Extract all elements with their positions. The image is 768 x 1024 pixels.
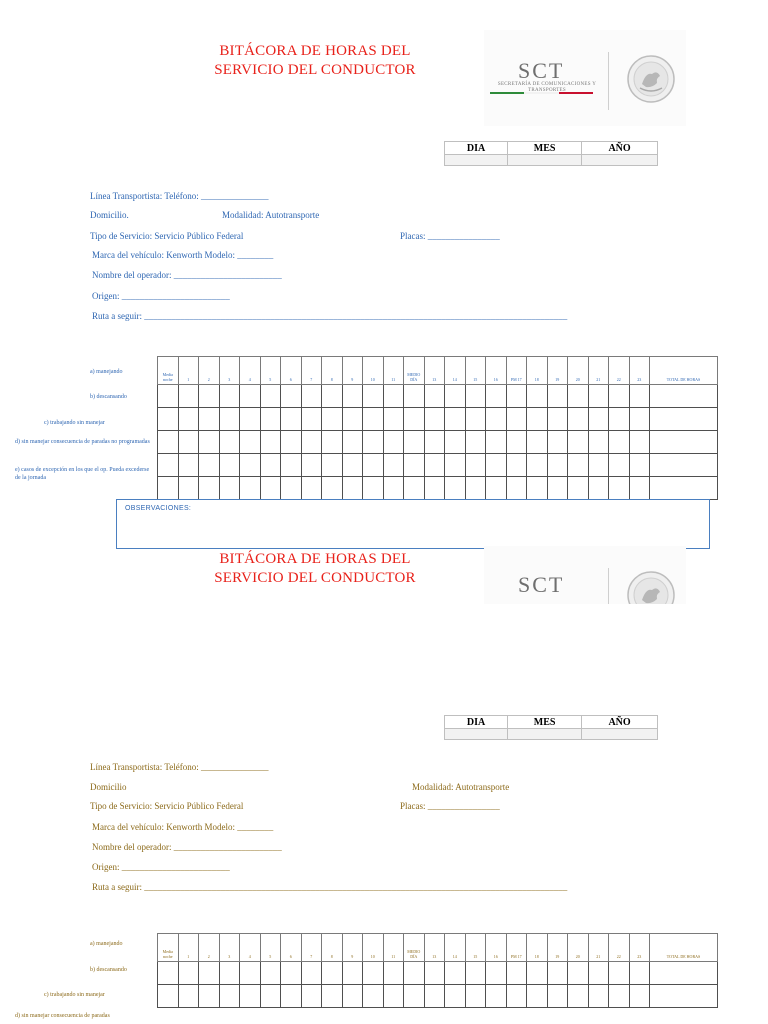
hour-cell[interactable] — [568, 385, 589, 408]
hour-cell[interactable] — [424, 385, 445, 408]
marca-vehiculo-field[interactable]: Marca del vehículo: Kenworth Modelo: ________ — [92, 250, 274, 260]
modalidad-field: Modalidad: Autotransporte — [412, 782, 510, 792]
hour-header-cell: 11 — [383, 934, 404, 962]
tipo-servicio-field: Tipo de Servicio: Servicio Público Federal — [90, 231, 244, 241]
activity-label: a) manejando — [90, 941, 123, 947]
hour-header-cell: 1 — [178, 357, 199, 385]
ruta-field[interactable]: Ruta a seguir: ______________________________________________________________________________________________ — [92, 882, 568, 892]
hour-cell[interactable] — [445, 454, 466, 477]
hour-cell[interactable] — [301, 985, 322, 1008]
hour-header-cell: 20 — [568, 357, 589, 385]
hour-cell[interactable] — [486, 431, 507, 454]
hour-cell[interactable] — [260, 385, 281, 408]
title-line-1: BITÁCORA DE HORAS DEL — [219, 43, 411, 59]
activity-row — [158, 454, 718, 477]
mes-header: MES — [508, 142, 582, 155]
hour-cell[interactable] — [383, 454, 404, 477]
hour-cell[interactable] — [158, 454, 179, 477]
total-hours-header: TOTAL DE HORAS — [650, 357, 718, 385]
hour-cell[interactable] — [465, 962, 486, 985]
hour-cell[interactable] — [240, 962, 261, 985]
hour-cell[interactable] — [465, 477, 486, 500]
activity-row — [158, 408, 718, 431]
placas-field[interactable]: Placas: ________________ — [400, 231, 500, 241]
hour-cell[interactable] — [629, 385, 650, 408]
hour-cell[interactable] — [342, 385, 363, 408]
hour-cell[interactable] — [199, 962, 220, 985]
hour-cell[interactable] — [301, 477, 322, 500]
hour-cell[interactable] — [301, 962, 322, 985]
hour-cell[interactable] — [219, 385, 240, 408]
hour-header-cell: 15 — [465, 934, 486, 962]
nombre-operador-field[interactable]: Nombre del operador: ________________________ — [92, 270, 282, 280]
hour-cell[interactable] — [568, 431, 589, 454]
hour-cell[interactable] — [281, 962, 302, 985]
hour-cell[interactable] — [240, 454, 261, 477]
hour-cell[interactable] — [322, 962, 343, 985]
hour-cell[interactable] — [240, 985, 261, 1008]
hour-header-cell: 15 — [465, 357, 486, 385]
observaciones-label: OBSERVACIONES: — [125, 505, 192, 512]
hour-cell[interactable] — [609, 985, 630, 1008]
hour-cell[interactable] — [281, 408, 302, 431]
hour-cell[interactable] — [178, 431, 199, 454]
hour-cell[interactable] — [383, 962, 404, 985]
hour-cell[interactable] — [445, 477, 466, 500]
hour-cell[interactable] — [363, 477, 384, 500]
dia-header: DIA — [445, 142, 508, 155]
total-hours-cell[interactable] — [650, 408, 718, 431]
activity-label: e) casos de excepción en los que el op. Pueda excederse de la jornada — [15, 467, 150, 481]
hour-cell[interactable] — [240, 431, 261, 454]
hour-cell[interactable] — [609, 431, 630, 454]
hour-cell[interactable] — [547, 408, 568, 431]
hour-header-cell: 9 — [342, 357, 363, 385]
activity-row — [158, 431, 718, 454]
hour-header-cell: 21 — [588, 934, 609, 962]
hour-cell[interactable] — [445, 962, 466, 985]
hour-cell[interactable] — [219, 408, 240, 431]
hour-header-cell: 8 — [322, 357, 343, 385]
hour-cell[interactable] — [404, 385, 425, 408]
hour-cell[interactable] — [260, 985, 281, 1008]
hour-cell[interactable] — [178, 454, 199, 477]
hour-header-cell: Media noche — [158, 357, 179, 385]
hour-header-cell: MEDIO DÍA — [404, 357, 425, 385]
hour-cell[interactable] — [588, 454, 609, 477]
mexican-coat-of-arms-icon — [626, 54, 676, 104]
anio-header: AÑO — [582, 716, 658, 729]
hour-cell[interactable] — [383, 985, 404, 1008]
hour-cell[interactable] — [301, 431, 322, 454]
hour-cell[interactable] — [178, 408, 199, 431]
hour-cell[interactable] — [322, 454, 343, 477]
logo-divider — [608, 52, 609, 110]
hour-cell[interactable] — [609, 477, 630, 500]
hour-cell[interactable] — [219, 431, 240, 454]
date-table — [444, 141, 658, 166]
hour-cell[interactable] — [363, 385, 384, 408]
hour-cell[interactable] — [404, 477, 425, 500]
hour-cell[interactable] — [527, 962, 548, 985]
hour-cell[interactable] — [486, 454, 507, 477]
hour-header-cell: 23 — [629, 934, 650, 962]
hour-cell[interactable] — [219, 454, 240, 477]
hour-header-cell: 14 — [445, 357, 466, 385]
hour-cell[interactable] — [281, 477, 302, 500]
hour-cell[interactable] — [568, 962, 589, 985]
hour-cell[interactable] — [404, 431, 425, 454]
hour-cell[interactable] — [527, 408, 548, 431]
anio-header: AÑO — [582, 142, 658, 155]
hour-header-cell: 20 — [568, 934, 589, 962]
hour-cell[interactable] — [486, 962, 507, 985]
hour-cell[interactable] — [322, 408, 343, 431]
hour-cell[interactable] — [506, 985, 527, 1008]
domicilio-field[interactable]: Domicilio — [90, 782, 127, 792]
dia-cell[interactable] — [445, 155, 508, 166]
hour-header-cell: 8 — [322, 934, 343, 962]
hour-header-cell: 16 — [486, 934, 507, 962]
activity-row — [158, 477, 718, 500]
hour-cell[interactable] — [588, 408, 609, 431]
hour-cell[interactable] — [506, 431, 527, 454]
hour-cell[interactable] — [199, 454, 220, 477]
activity-label: b) descansando — [90, 394, 127, 400]
hour-cell[interactable] — [547, 477, 568, 500]
hour-cell[interactable] — [383, 431, 404, 454]
hour-cell[interactable] — [424, 985, 445, 1008]
hour-cell[interactable] — [383, 408, 404, 431]
hour-cell[interactable] — [322, 477, 343, 500]
hour-cell[interactable] — [158, 962, 179, 985]
hour-cell[interactable] — [629, 431, 650, 454]
hour-header-cell: 16 — [486, 357, 507, 385]
hour-cell[interactable] — [240, 477, 261, 500]
hour-cell[interactable] — [342, 962, 363, 985]
total-hours-cell[interactable] — [650, 962, 718, 985]
hour-cell[interactable] — [465, 454, 486, 477]
hour-cell[interactable] — [547, 431, 568, 454]
domicilio-field[interactable]: Domicilio. — [90, 210, 129, 220]
hour-cell[interactable] — [240, 408, 261, 431]
total-hours-cell[interactable] — [650, 454, 718, 477]
placas-field[interactable]: Placas: ________________ — [400, 801, 500, 811]
hour-cell[interactable] — [629, 477, 650, 500]
hour-cell[interactable] — [404, 985, 425, 1008]
hour-header-cell: 22 — [609, 934, 630, 962]
ruta-field[interactable]: Ruta a seguir: ______________________________________________________________________________________________ — [92, 311, 568, 321]
hour-cell[interactable] — [342, 985, 363, 1008]
hour-cell[interactable] — [404, 408, 425, 431]
anio-cell[interactable] — [582, 729, 658, 740]
hour-cell[interactable] — [260, 477, 281, 500]
hour-cell[interactable] — [527, 385, 548, 408]
hour-cell[interactable] — [342, 408, 363, 431]
hour-cell[interactable] — [424, 431, 445, 454]
sct-logo — [484, 546, 686, 604]
hour-cell[interactable] — [588, 385, 609, 408]
hour-header-cell: 7 — [301, 357, 322, 385]
hour-header-cell: 1 — [178, 934, 199, 962]
activity-row — [158, 962, 718, 985]
hour-header-cell: 2 — [199, 357, 220, 385]
hours-header-row — [158, 934, 718, 962]
hour-cell[interactable] — [424, 454, 445, 477]
hour-header-cell: 4 — [240, 357, 261, 385]
mexican-coat-of-arms-icon — [626, 570, 676, 604]
hour-cell[interactable] — [486, 477, 507, 500]
hours-grid — [157, 356, 718, 500]
hour-cell[interactable] — [547, 454, 568, 477]
hour-cell[interactable] — [506, 408, 527, 431]
hour-header-cell: 10 — [363, 934, 384, 962]
hour-cell[interactable] — [322, 985, 343, 1008]
hour-header-cell: 3 — [219, 357, 240, 385]
hour-cell[interactable] — [281, 454, 302, 477]
hour-cell[interactable] — [158, 431, 179, 454]
hours-header-row — [158, 357, 718, 385]
hours-grid — [157, 933, 718, 1008]
hour-header-cell: PM 17 — [506, 357, 527, 385]
linea-transportista-field[interactable]: Línea Transportista: Teléfono: _______________ — [90, 191, 269, 201]
activity-label: d) sin manejar consecuencia de paradas — [15, 1013, 110, 1019]
hour-cell[interactable] — [547, 985, 568, 1008]
activity-label: b) descansando — [90, 967, 127, 973]
hour-header-cell: MEDIO DÍA — [404, 934, 425, 962]
hour-cell[interactable] — [465, 385, 486, 408]
hour-cell[interactable] — [363, 962, 384, 985]
hour-cell[interactable] — [178, 477, 199, 500]
marca-vehiculo-field[interactable]: Marca del vehículo: Kenworth Modelo: ________ — [92, 822, 274, 832]
hour-cell[interactable] — [629, 454, 650, 477]
activity-label: c) trabajando sin manejar — [44, 420, 105, 426]
date-table — [444, 715, 658, 740]
hour-header-cell: 9 — [342, 934, 363, 962]
hour-cell[interactable] — [629, 962, 650, 985]
hour-cell[interactable] — [158, 385, 179, 408]
hour-cell[interactable] — [527, 477, 548, 500]
hour-header-cell: 18 — [527, 934, 548, 962]
hour-header-cell: 22 — [609, 357, 630, 385]
hour-cell[interactable] — [527, 454, 548, 477]
hour-header-cell: 5 — [260, 357, 281, 385]
hour-cell[interactable] — [445, 431, 466, 454]
hour-cell[interactable] — [547, 962, 568, 985]
dia-header: DIA — [445, 716, 508, 729]
hour-cell[interactable] — [568, 477, 589, 500]
hour-cell[interactable] — [506, 962, 527, 985]
hour-cell[interactable] — [527, 431, 548, 454]
hour-cell[interactable] — [383, 385, 404, 408]
mes-header: MES — [508, 716, 582, 729]
hour-header-cell: 4 — [240, 934, 261, 962]
hour-cell[interactable] — [609, 408, 630, 431]
hour-header-cell: 6 — [281, 934, 302, 962]
hour-cell[interactable] — [568, 408, 589, 431]
hour-cell[interactable] — [363, 408, 384, 431]
hour-cell[interactable] — [260, 431, 281, 454]
hour-cell[interactable] — [342, 431, 363, 454]
dia-cell[interactable] — [445, 729, 508, 740]
hour-header-cell: 19 — [547, 934, 568, 962]
linea-transportista-field[interactable]: Línea Transportista: Teléfono: _______________ — [90, 762, 269, 772]
total-hours-cell[interactable] — [650, 431, 718, 454]
total-hours-cell[interactable] — [650, 477, 718, 500]
logo-acronym: SCT — [518, 572, 565, 597]
hour-cell[interactable] — [506, 385, 527, 408]
hour-cell[interactable] — [260, 408, 281, 431]
activity-label: a) manejando — [90, 369, 123, 375]
hour-cell[interactable] — [301, 385, 322, 408]
hour-header-cell: 6 — [281, 357, 302, 385]
hour-header-cell: 2 — [199, 934, 220, 962]
origen-field[interactable]: Origen: ________________________ — [92, 862, 230, 872]
hour-cell[interactable] — [199, 985, 220, 1008]
hour-cell[interactable] — [486, 408, 507, 431]
hour-header-cell: 5 — [260, 934, 281, 962]
hour-cell[interactable] — [178, 985, 199, 1008]
hour-cell[interactable] — [322, 385, 343, 408]
hour-cell[interactable] — [404, 454, 425, 477]
hour-cell[interactable] — [199, 431, 220, 454]
hour-cell[interactable] — [199, 477, 220, 500]
anio-cell[interactable] — [582, 155, 658, 166]
hour-cell[interactable] — [158, 408, 179, 431]
hour-cell[interactable] — [588, 962, 609, 985]
total-hours-cell[interactable] — [650, 385, 718, 408]
hour-cell[interactable] — [322, 431, 343, 454]
hour-cell[interactable] — [158, 985, 179, 1008]
hour-cell[interactable] — [609, 385, 630, 408]
hour-header-cell: Media noche — [158, 934, 179, 962]
nombre-operador-field[interactable]: Nombre del operador: ________________________ — [92, 842, 282, 852]
sheet-title — [198, 42, 432, 80]
title-line-2: SERVICIO DEL CONDUCTOR — [214, 570, 416, 586]
hour-cell[interactable] — [219, 962, 240, 985]
hour-header-cell: 14 — [445, 934, 466, 962]
logo-acronym: SCT — [518, 58, 565, 83]
hour-cell[interactable] — [178, 962, 199, 985]
hour-cell[interactable] — [527, 985, 548, 1008]
hour-header-cell: 7 — [301, 934, 322, 962]
hour-cell[interactable] — [240, 385, 261, 408]
hour-cell[interactable] — [445, 985, 466, 1008]
hour-header-cell: 23 — [629, 357, 650, 385]
total-hours-cell[interactable] — [650, 985, 718, 1008]
hour-cell[interactable] — [445, 385, 466, 408]
hour-cell[interactable] — [486, 385, 507, 408]
logo-divider — [608, 568, 609, 604]
hour-cell[interactable] — [363, 454, 384, 477]
hour-cell[interactable] — [588, 431, 609, 454]
sheet-title — [198, 550, 432, 588]
hour-cell[interactable] — [506, 477, 527, 500]
hour-cell[interactable] — [629, 985, 650, 1008]
total-hours-header: TOTAL DE HORAS — [650, 934, 718, 962]
hour-cell[interactable] — [281, 985, 302, 1008]
hour-header-cell: 11 — [383, 357, 404, 385]
hour-cell[interactable] — [588, 477, 609, 500]
activity-row — [158, 985, 718, 1008]
hour-header-cell: 13 — [424, 934, 445, 962]
hour-cell[interactable] — [506, 454, 527, 477]
hour-cell[interactable] — [609, 454, 630, 477]
modalidad-field: Modalidad: Autotransporte — [222, 210, 320, 220]
hour-cell[interactable] — [568, 985, 589, 1008]
hour-cell[interactable] — [281, 431, 302, 454]
hour-cell[interactable] — [547, 385, 568, 408]
hour-cell[interactable] — [465, 431, 486, 454]
hour-cell[interactable] — [424, 477, 445, 500]
hour-cell[interactable] — [609, 962, 630, 985]
hour-cell[interactable] — [629, 408, 650, 431]
activity-label: c) trabajando sin manejar — [44, 992, 105, 998]
sct-logo — [484, 30, 686, 126]
hour-cell[interactable] — [199, 385, 220, 408]
mes-cell[interactable] — [508, 155, 582, 166]
hour-header-cell: 10 — [363, 357, 384, 385]
hour-cell[interactable] — [445, 408, 466, 431]
hour-cell[interactable] — [465, 408, 486, 431]
tipo-servicio-field: Tipo de Servicio: Servicio Público Federal — [90, 801, 244, 811]
title-line-2: SERVICIO DEL CONDUCTOR — [214, 62, 416, 78]
hour-cell[interactable] — [404, 962, 425, 985]
hour-header-cell: 3 — [219, 934, 240, 962]
hour-cell[interactable] — [568, 454, 589, 477]
title-line-1: BITÁCORA DE HORAS DEL — [219, 551, 411, 567]
hour-cell[interactable] — [486, 985, 507, 1008]
hour-header-cell: 13 — [424, 357, 445, 385]
hour-cell[interactable] — [424, 408, 445, 431]
hour-cell[interactable] — [260, 454, 281, 477]
hour-cell[interactable] — [219, 985, 240, 1008]
hour-header-cell: 18 — [527, 357, 548, 385]
hour-cell[interactable] — [588, 985, 609, 1008]
hour-cell[interactable] — [301, 454, 322, 477]
hour-cell[interactable] — [424, 962, 445, 985]
hour-cell[interactable] — [178, 385, 199, 408]
hour-cell[interactable] — [219, 477, 240, 500]
hour-header-cell: 21 — [588, 357, 609, 385]
hour-cell[interactable] — [465, 985, 486, 1008]
hour-cell[interactable] — [363, 431, 384, 454]
hour-cell[interactable] — [199, 408, 220, 431]
hour-cell[interactable] — [342, 477, 363, 500]
mes-cell[interactable] — [508, 729, 582, 740]
hour-header-cell: 19 — [547, 357, 568, 385]
hour-cell[interactable] — [281, 385, 302, 408]
hour-header-cell: PM 17 — [506, 934, 527, 962]
activity-row — [158, 385, 718, 408]
flag-stripe — [490, 596, 594, 598]
observaciones-box[interactable] — [116, 499, 710, 549]
hour-cell[interactable] — [383, 477, 404, 500]
hour-cell[interactable] — [363, 985, 384, 1008]
hour-cell[interactable] — [342, 454, 363, 477]
activity-label: d) sin manejar consecuencia de paradas no programadas — [15, 439, 150, 445]
hour-cell[interactable] — [158, 477, 179, 500]
origen-field[interactable]: Origen: ________________________ — [92, 291, 230, 301]
hour-cell[interactable] — [301, 408, 322, 431]
hour-cell[interactable] — [260, 962, 281, 985]
logo-subtitle: SECRETARÍA DE COMUNICACIONES Y TRANSPORTES — [497, 82, 597, 93]
